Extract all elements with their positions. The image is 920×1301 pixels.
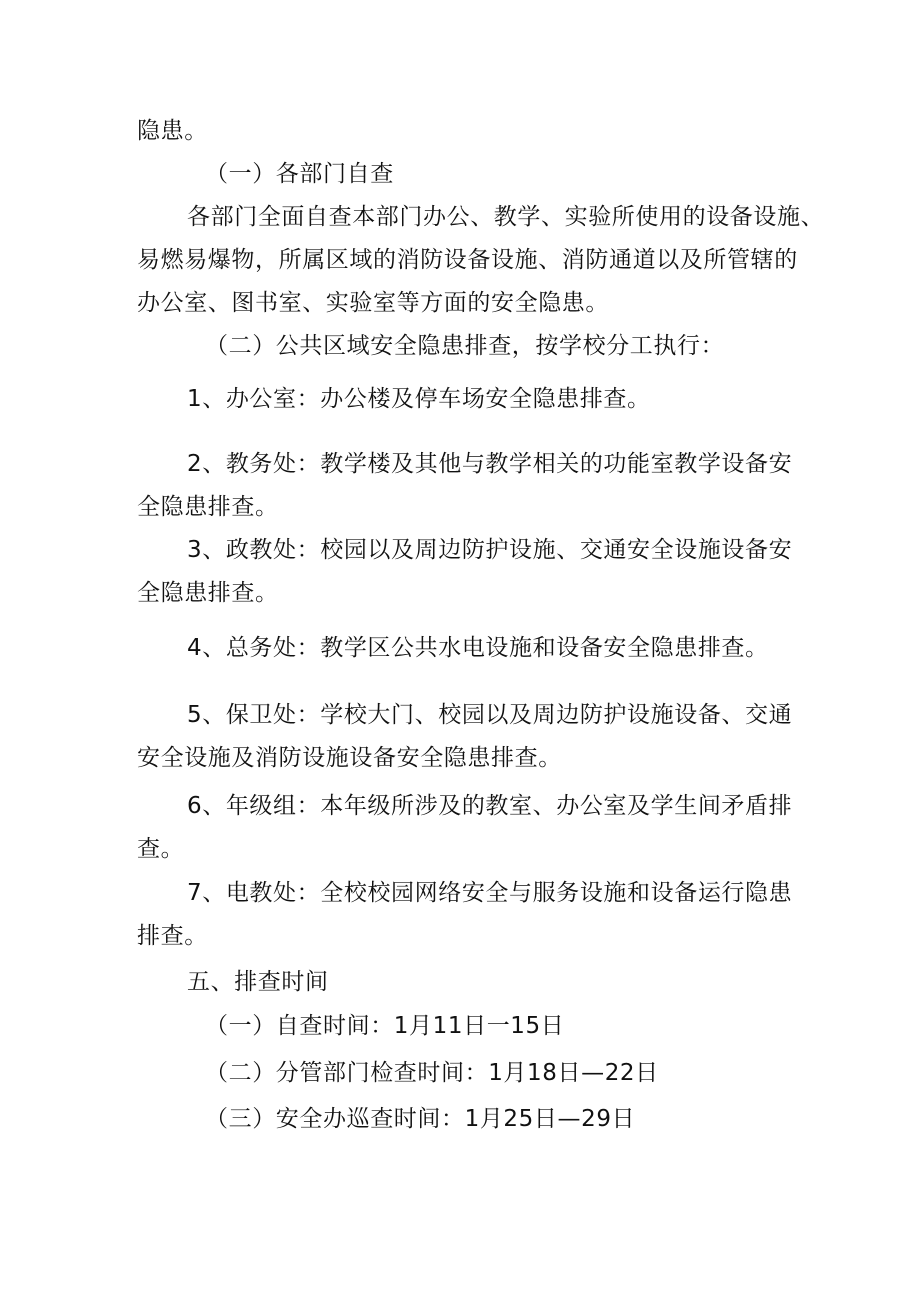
list-item-security: 5、保卫处：学校大门、校园以及周边防护设施设备、交通 <box>187 702 793 728</box>
list-item-grade-group: 6、年级组：本年级所涉及的教室、办公室及学生间矛盾排 <box>187 793 793 819</box>
list-item-continuation: 全隐患排查。 <box>137 494 279 520</box>
paragraph-line: 各部门全面自查本部门办公、教学、实验所使用的设备设施、 <box>187 204 825 230</box>
paragraph-line: 易燃易爆物，所属区域的消防设备设施、消防通道以及所管辖的 <box>137 247 798 273</box>
list-item-academic-affairs: 2、教务处：教学楼及其他与教学相关的功能室教学设备安 <box>187 451 793 477</box>
list-item-office: 1、办公室：办公楼及停车场安全隐患排查。 <box>187 386 651 412</box>
paragraph-continuation: 隐患。 <box>137 118 208 144</box>
section-heading-self-check: （一）各部门自查 <box>205 161 394 187</box>
section-heading-public-areas: （二）公共区域安全隐患排查，按学校分工执行： <box>205 333 725 359</box>
schedule-item-department-check: （二）分管部门检查时间：1月18日—22日 <box>205 1060 659 1086</box>
schedule-item-self-check: （一）自查时间：1月11日一15日 <box>205 1013 565 1039</box>
list-item-continuation: 安全设施及消防设施设备安全隐患排查。 <box>137 745 562 771</box>
list-item-continuation: 排查。 <box>137 923 208 949</box>
paragraph-line: 办公室、图书室、实验室等方面的安全隐患。 <box>137 290 609 316</box>
schedule-item-patrol: （三）安全办巡查时间：1月25日—29日 <box>205 1106 636 1132</box>
list-item-political-education: 3、政教处：校园以及周边防护设施、交通安全设施设备安 <box>187 537 793 563</box>
section-heading-inspection-time: 五、排查时间 <box>187 969 329 995</box>
list-item-audio-visual: 7、电教处：全校校园网络安全与服务设施和设备运行隐患 <box>187 880 793 906</box>
list-item-continuation: 全隐患排查。 <box>137 580 279 606</box>
list-item-general-affairs: 4、总务处：教学区公共水电设施和设备安全隐患排查。 <box>187 635 769 661</box>
list-item-continuation: 查。 <box>137 836 185 862</box>
